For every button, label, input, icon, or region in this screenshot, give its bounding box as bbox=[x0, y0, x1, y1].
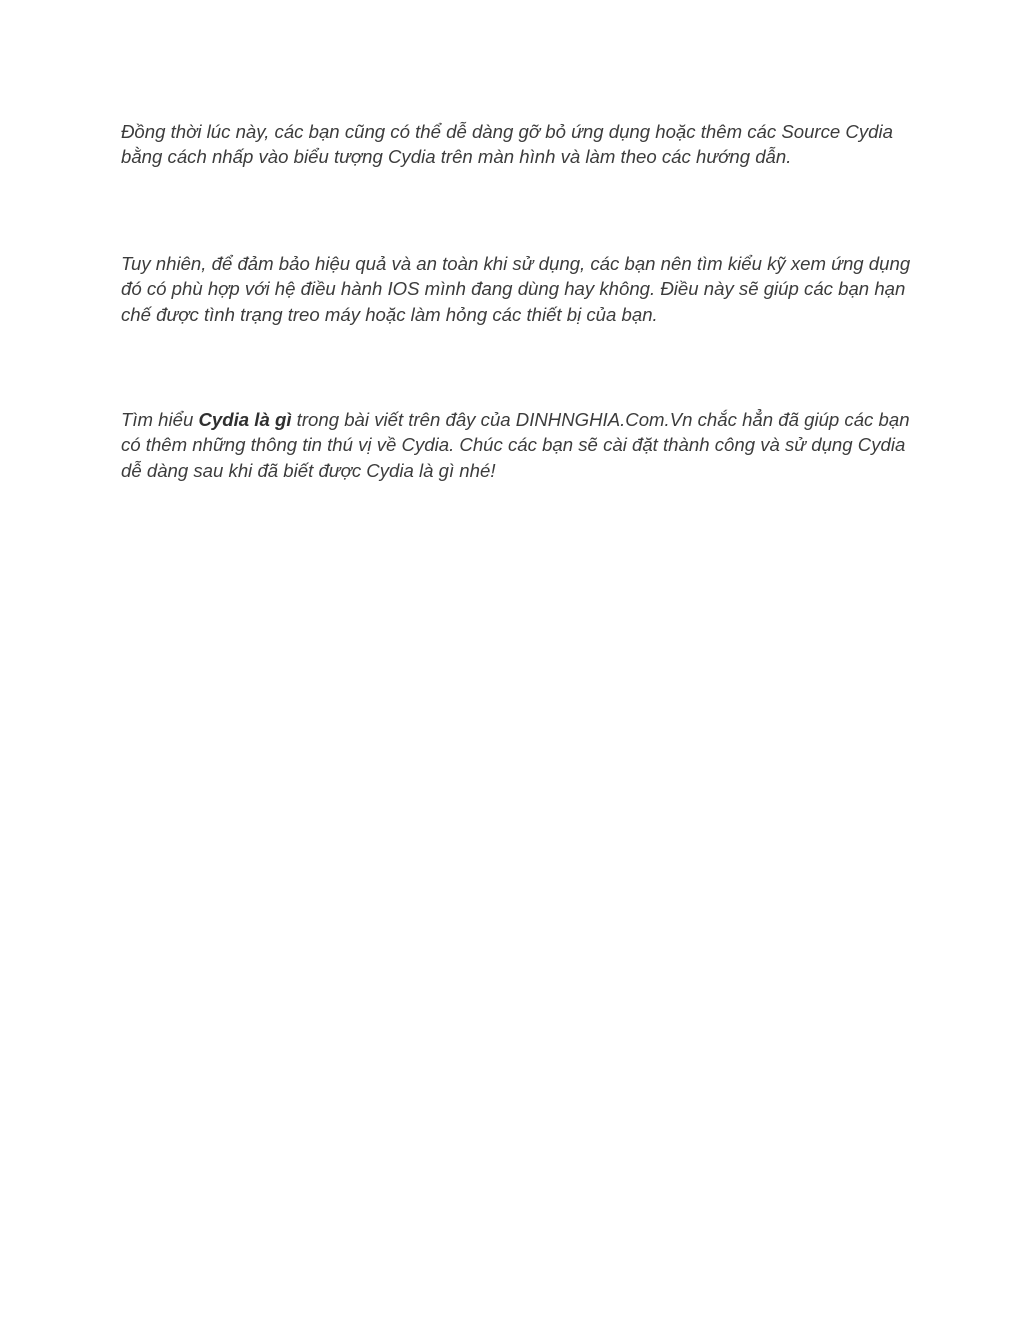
conclusion-bold-keyword: Cydia là gì bbox=[198, 409, 292, 430]
conclusion-body-text: trong bài viết trên đây của DINHNGHIA.Com.Vn chắc hẳn đã giúp các bạn có thêm những thông tin thú vị về Cydia. Chúc các bạn sẽ cài đặt thành công và sử dụng Cydia dễ dàng sau khi đã biết được Cydia là gì nhé! bbox=[121, 409, 910, 481]
paragraph-conclusion bbox=[121, 407, 911, 483]
paragraph-remove-apps: Đồng thời lúc này, các bạn cũng có thể dễ dàng gỡ bỏ ứng dụng hoặc thêm các Source Cydia bằng cách nhấp vào biểu tượng Cydia trên màn hình và làm theo các hướng dẫn. bbox=[121, 121, 893, 168]
paragraph-compatibility-warning: Tuy nhiên, để đảm bảo hiệu quả và an toàn khi sử dụng, các bạn nên tìm kiểu kỹ xem ứng dụng đó có phù hợp với hệ điều hành IOS mình đang dùng hay không. Điều này sẽ giúp các bạn hạn chế được tình trạng treo máy hoặc làm hỏng các thiết bị của bạn. bbox=[121, 253, 911, 325]
conclusion-intro-text: Tìm hiểu bbox=[121, 409, 199, 430]
